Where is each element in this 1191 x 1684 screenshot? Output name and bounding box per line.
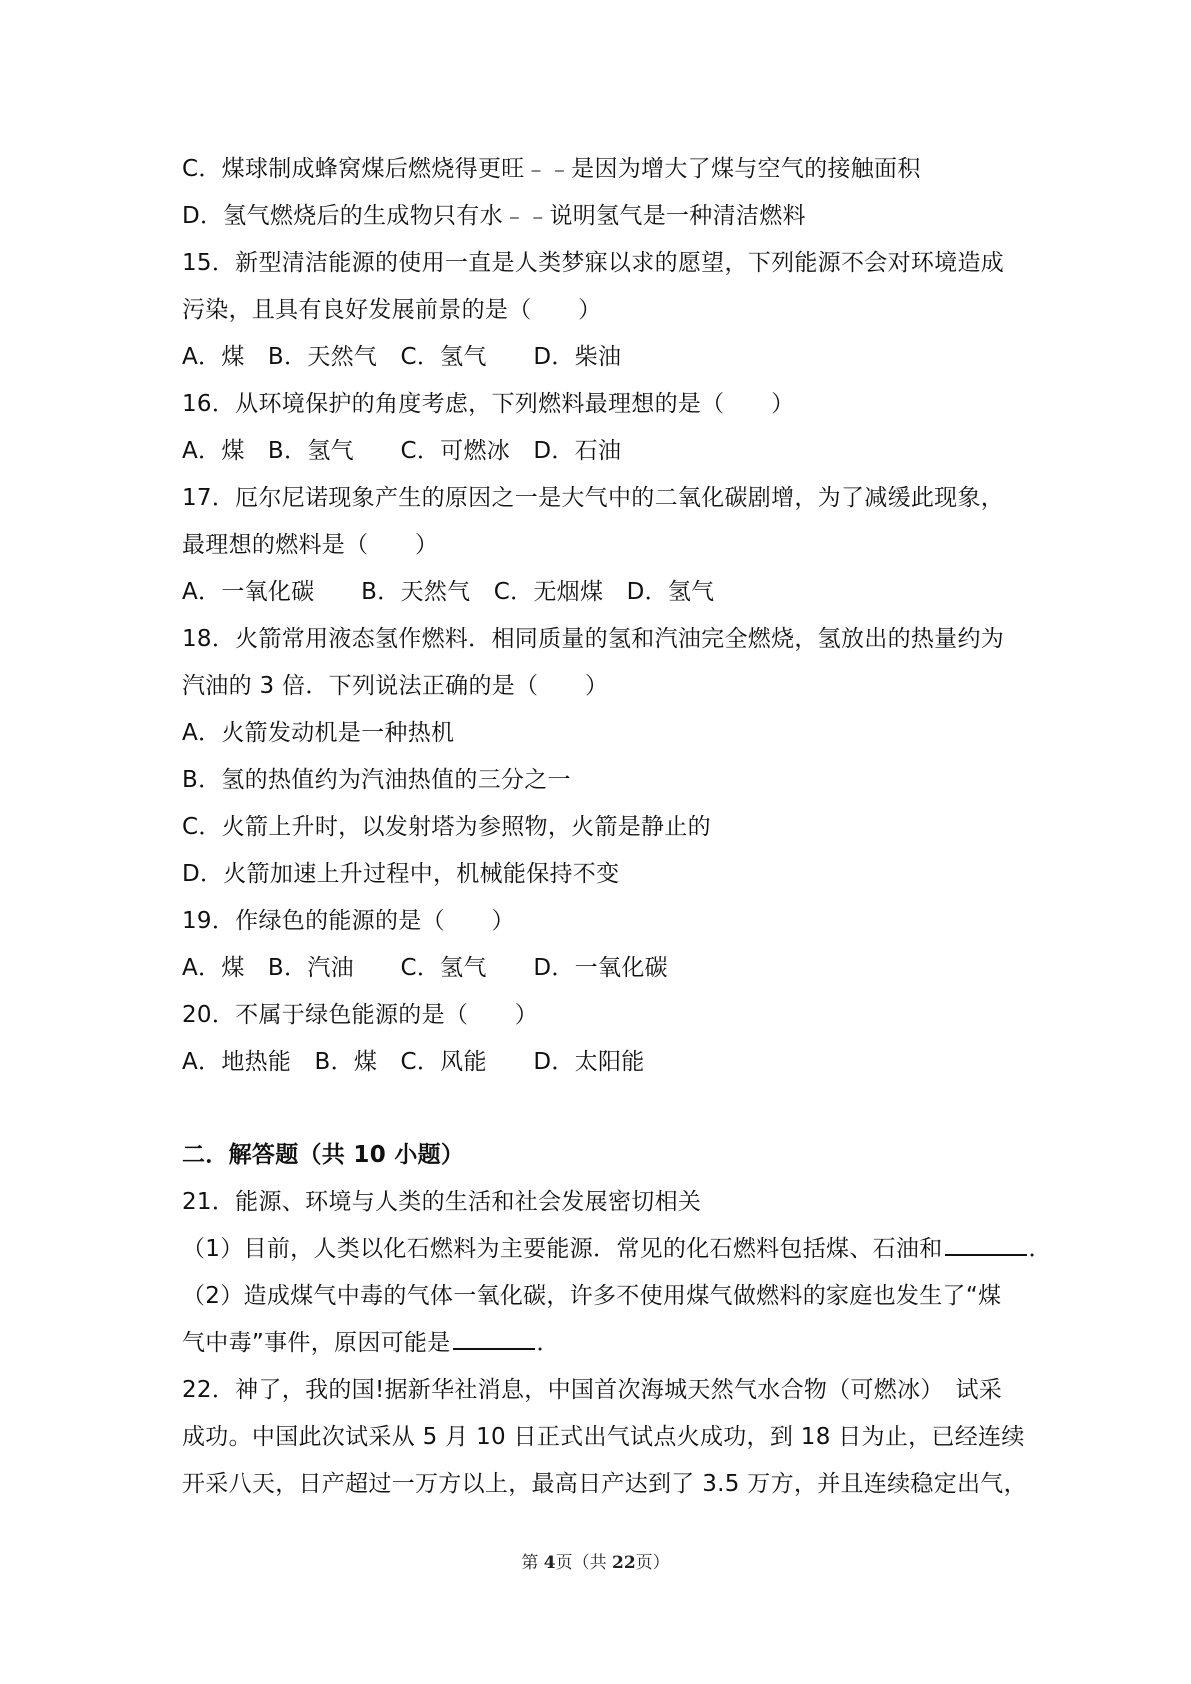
question-16-stem: 16．从环境保护的角度考虑，下列燃料最理想的是（ ） <box>182 391 795 417</box>
question-14-option-d: D．氢气燃烧后的生成物只有水﹣﹣说明氢气是一种清洁燃料 <box>182 203 806 229</box>
question-18-option-d: D．火箭加速上升过程中，机械能保持不变 <box>182 861 620 887</box>
page-footer <box>0 1548 1191 1573</box>
question-18-stem-line1: 18．火箭常用液态氢作燃料．相同质量的氢和汽油完全燃烧，氢放出的热量约为 <box>182 626 1005 652</box>
question-21-part-1-end: ． <box>1028 1236 1052 1262</box>
question-15-stem-line1: 15．新型清洁能源的使用一直是人类梦寐以求的愿望，下列能源不会对环境造成 <box>182 250 1005 276</box>
question-20-options: A．地热能 B．煤 C．风能 D．太阳能 <box>182 1049 645 1075</box>
question-19-options: A．煤 B．汽油 C．氢气 D．一氧化碳 <box>182 955 668 981</box>
question-21-part-2-line2 <box>182 1320 1022 1367</box>
question-21-part-1 <box>182 1226 1052 1273</box>
question-14-option-c: C．煤球制成蜂窝煤后燃烧得更旺﹣﹣是因为增大了煤与空气的接触面积 <box>182 156 921 182</box>
question-15-options: A．煤 B．天然气 C．氢气 D．柴油 <box>182 344 622 370</box>
footer-prefix: 第 <box>521 1553 544 1573</box>
section-spacer <box>182 1086 1022 1132</box>
page-content <box>182 146 1052 1508</box>
question-21-part-2-line1: （2）造成煤气中毒的气体一氧化碳，许多不使用煤气做燃料的家庭也发生了“煤 <box>182 1283 1002 1309</box>
question-17-options: A．一氧化碳 B．天然气 C．无烟煤 D．氢气 <box>182 579 715 605</box>
question-17-stem-line2: 最理想的燃料是（ ） <box>182 532 439 558</box>
question-21-part-2-end: ． <box>536 1330 560 1356</box>
question-16-options: A．煤 B．氢气 C．可燃冰 D．石油 <box>182 438 622 464</box>
question-19-stem: 19．作绿色的能源的是（ ） <box>182 908 515 934</box>
question-20-stem: 20．不属于绿色能源的是（ ） <box>182 1002 539 1028</box>
question-22-line2: 成功。中国此次试采从 5 月 10 日正式出气试点火成功，到 18 日为止，已经连续 <box>182 1424 1025 1450</box>
question-21-part-2-text: 气中毒”事件，原因可能是 <box>182 1330 451 1356</box>
question-18-option-c: C．火箭上升时，以发射塔为参照物，火箭是静止的 <box>182 814 711 840</box>
footer-page-number: 4 <box>543 1553 556 1573</box>
footer-middle: 页（共 <box>555 1553 612 1573</box>
question-15-stem-line2: 污染，且具有良好发展前景的是（ ） <box>182 297 602 323</box>
question-17-stem-line1: 17．厄尔尼诺现象产生的原因之一是大气中的二氧化碳剧增，为了减缓此现象， <box>182 485 1005 511</box>
question-22-line1: 22．神了，我的国!据新华社消息，中国首次海城天然气水合物（可燃冰） 试采 <box>182 1377 1003 1403</box>
question-18-option-b: B．氢的热值约为汽油热值的三分之一 <box>182 767 571 793</box>
answer-blank-21-1[interactable] <box>945 1236 1027 1256</box>
section-2-title: 二．解答题（共 10 小题） <box>182 1142 465 1168</box>
footer-total-pages: 22 <box>611 1553 636 1573</box>
question-18-option-a: A．火箭发动机是一种热机 <box>182 720 455 746</box>
question-21-part-1-text: （1）目前，人类以化石燃料为主要能源．常见的化石燃料包括煤、石油和 <box>182 1236 943 1262</box>
question-18-stem-line2: 汽油的 3 倍．下列说法正确的是（ ） <box>182 673 609 699</box>
answer-blank-21-2[interactable] <box>453 1330 535 1350</box>
question-22-line3: 开采八天，日产超过一万方以上，最高日产达到了 3.5 万方，并且连续稳定出气， <box>182 1471 1027 1497</box>
question-21-stem: 21．能源、环境与人类的生活和社会发展密切相关 <box>182 1189 702 1215</box>
footer-suffix: 页） <box>635 1553 670 1573</box>
